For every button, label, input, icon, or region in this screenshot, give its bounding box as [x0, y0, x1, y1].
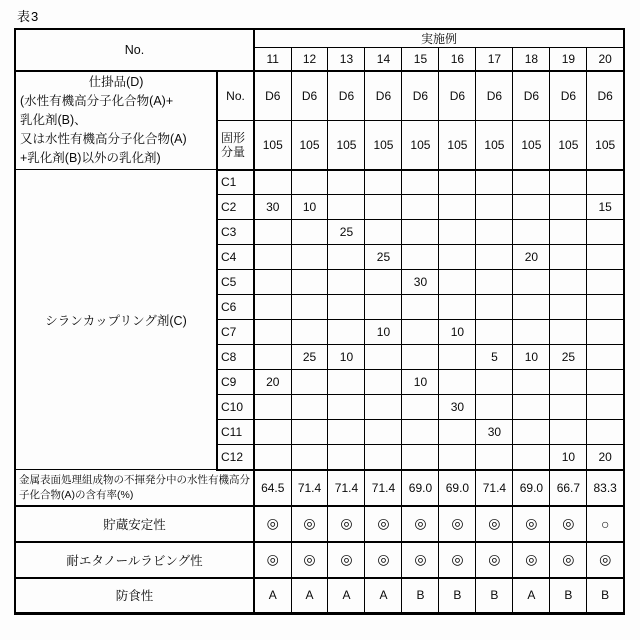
value-cell [365, 370, 402, 395]
value-cell [513, 445, 550, 470]
row-sublabel: C11 [217, 420, 254, 445]
summary-row-label: 防食性 [15, 578, 254, 614]
value-cell [587, 245, 624, 270]
value-cell [254, 170, 291, 195]
value-cell: ◎ [328, 542, 365, 578]
example-number-cell: 20 [587, 48, 624, 72]
value-cell: 10 [328, 345, 365, 370]
value-cell: B [402, 578, 439, 614]
value-cell [587, 170, 624, 195]
example-number-cell: 16 [439, 48, 476, 72]
value-cell: 69.0 [402, 470, 439, 506]
workpiece-row [15, 71, 624, 120]
value-cell [254, 420, 291, 445]
group-header-row [15, 29, 624, 48]
value-cell [365, 345, 402, 370]
value-cell [587, 295, 624, 320]
workpiece-label-line: 乳化剤(B)、 [20, 113, 87, 127]
value-cell: 25 [550, 345, 587, 370]
value-cell: ◎ [439, 542, 476, 578]
row-sublabel: C6 [217, 295, 254, 320]
value-cell: 105 [291, 120, 328, 169]
value-cell: 105 [550, 120, 587, 169]
value-cell [365, 420, 402, 445]
value-cell [291, 420, 328, 445]
value-cell [328, 370, 365, 395]
value-cell [328, 195, 365, 220]
value-cell: 105 [513, 120, 550, 169]
value-cell [291, 395, 328, 420]
value-cell [587, 420, 624, 445]
value-cell [254, 245, 291, 270]
value-cell: 10 [291, 195, 328, 220]
value-cell: ◎ [328, 506, 365, 542]
example-number-cell: 11 [254, 48, 291, 72]
value-cell: 10 [550, 445, 587, 470]
value-cell [476, 445, 513, 470]
example-number-cell: 13 [328, 48, 365, 72]
value-cell: D6 [513, 71, 550, 120]
value-cell [402, 345, 439, 370]
value-cell: 30 [254, 195, 291, 220]
value-cell [513, 220, 550, 245]
value-cell [513, 420, 550, 445]
value-cell [513, 395, 550, 420]
row-sublabel: C10 [217, 395, 254, 420]
value-cell: D6 [402, 71, 439, 120]
value-cell [365, 295, 402, 320]
value-cell: D6 [550, 71, 587, 120]
example-number-cell: 12 [291, 48, 328, 72]
value-cell: 30 [439, 395, 476, 420]
value-cell [550, 195, 587, 220]
value-cell [587, 370, 624, 395]
value-cell: 105 [402, 120, 439, 169]
table-title: 表3 [17, 9, 40, 24]
value-cell: 83.3 [587, 470, 624, 506]
value-cell [439, 245, 476, 270]
workpiece-label-line: 仕掛品(D) [88, 75, 144, 89]
workpiece-label [15, 71, 217, 170]
value-cell: 71.4 [291, 470, 328, 506]
value-cell: 5 [476, 345, 513, 370]
value-cell: 69.0 [513, 470, 550, 506]
value-cell: ◎ [365, 542, 402, 578]
value-cell [402, 395, 439, 420]
value-cell [291, 220, 328, 245]
value-cell [550, 295, 587, 320]
value-cell [550, 245, 587, 270]
value-cell [439, 195, 476, 220]
value-cell: 66.7 [550, 470, 587, 506]
value-cell [328, 295, 365, 320]
value-cell [587, 320, 624, 345]
value-cell [402, 245, 439, 270]
value-cell: 15 [587, 195, 624, 220]
example-number-cell: 19 [550, 48, 587, 72]
value-cell: 69.0 [439, 470, 476, 506]
value-cell [402, 195, 439, 220]
value-cell [476, 395, 513, 420]
row-sublabel: C2 [217, 195, 254, 220]
value-cell [402, 170, 439, 195]
value-cell [254, 345, 291, 370]
value-cell: 20 [513, 245, 550, 270]
value-cell [402, 445, 439, 470]
value-cell: D6 [439, 71, 476, 120]
row-sublabel: C12 [217, 445, 254, 470]
value-cell: A [291, 578, 328, 614]
value-cell [328, 245, 365, 270]
row-sublabel: C8 [217, 345, 254, 370]
value-cell [365, 270, 402, 295]
value-cell [439, 220, 476, 245]
value-cell [587, 270, 624, 295]
value-cell: 71.4 [328, 470, 365, 506]
value-cell [291, 320, 328, 345]
value-cell [439, 295, 476, 320]
value-cell: 64.5 [254, 470, 291, 506]
value-cell [439, 370, 476, 395]
value-cell [328, 170, 365, 195]
value-cell [476, 320, 513, 345]
value-cell [365, 170, 402, 195]
value-cell [402, 295, 439, 320]
value-cell: 105 [587, 120, 624, 169]
value-cell [254, 445, 291, 470]
value-cell: D6 [587, 71, 624, 120]
value-cell [550, 220, 587, 245]
example-number-cell: 15 [402, 48, 439, 72]
value-cell: 10 [513, 345, 550, 370]
value-cell [476, 170, 513, 195]
silane-row [15, 170, 624, 195]
value-cell: A [513, 578, 550, 614]
value-cell [254, 395, 291, 420]
value-cell: ◎ [550, 506, 587, 542]
value-cell [587, 220, 624, 245]
value-cell [476, 295, 513, 320]
value-cell: B [587, 578, 624, 614]
value-cell [587, 395, 624, 420]
example-number-cell: 18 [513, 48, 550, 72]
example-number-cell: 17 [476, 48, 513, 72]
row-sublabel: C4 [217, 245, 254, 270]
value-cell: ◎ [439, 506, 476, 542]
value-cell: ◎ [476, 506, 513, 542]
value-cell [365, 195, 402, 220]
value-cell: 105 [365, 120, 402, 169]
value-cell: 30 [476, 420, 513, 445]
value-cell: D6 [291, 71, 328, 120]
value-cell: ◎ [254, 542, 291, 578]
value-cell: 25 [328, 220, 365, 245]
value-cell: B [476, 578, 513, 614]
value-cell [291, 245, 328, 270]
value-cell [513, 270, 550, 295]
value-cell [291, 370, 328, 395]
value-cell: ◎ [550, 542, 587, 578]
value-cell [328, 320, 365, 345]
workpiece-label-line: 又は水性有機高分子化合物(A) [20, 132, 187, 146]
value-cell: B [439, 578, 476, 614]
summary-row-label: 金属表面処理組成物の不揮発分中の水性有機高分子化合物(A)の含有率(%) [15, 470, 254, 506]
value-cell: 105 [254, 120, 291, 169]
value-cell [439, 170, 476, 195]
value-cell: 10 [439, 320, 476, 345]
value-cell: 25 [291, 345, 328, 370]
value-cell [513, 195, 550, 220]
value-cell: ◎ [513, 506, 550, 542]
value-cell: D6 [365, 71, 402, 120]
value-cell [513, 170, 550, 195]
value-cell: A [365, 578, 402, 614]
value-cell [365, 445, 402, 470]
summary-row-label: 耐エタノールラビング性 [15, 542, 254, 578]
results-table [14, 28, 625, 615]
value-cell [328, 395, 365, 420]
value-cell: B [550, 578, 587, 614]
value-cell [587, 345, 624, 370]
value-cell [550, 270, 587, 295]
value-cell: A [254, 578, 291, 614]
value-cell [365, 220, 402, 245]
value-cell: ◎ [402, 542, 439, 578]
value-cell: 10 [365, 320, 402, 345]
value-cell: ◎ [291, 506, 328, 542]
value-cell [550, 395, 587, 420]
value-cell [402, 320, 439, 345]
value-cell [513, 320, 550, 345]
row-sublabel: C9 [217, 370, 254, 395]
value-cell: ◎ [254, 506, 291, 542]
value-cell [254, 320, 291, 345]
value-cell [513, 295, 550, 320]
value-cell [439, 420, 476, 445]
value-cell: D6 [476, 71, 513, 120]
example-number-cell: 14 [365, 48, 402, 72]
value-cell [476, 195, 513, 220]
summary-row [15, 578, 624, 614]
value-cell [291, 170, 328, 195]
row-sublabel: 固形分量 [217, 120, 254, 169]
row-sublabel: No. [217, 71, 254, 120]
value-cell: ◎ [513, 542, 550, 578]
workpiece-label-line: +乳化剤(B)以外の乳化剤) [20, 151, 161, 165]
summary-row [15, 506, 624, 542]
value-cell [476, 220, 513, 245]
workpiece-label-line: (水性有機高分子化合物(A)+ [20, 94, 174, 108]
value-cell [254, 295, 291, 320]
value-cell [328, 420, 365, 445]
no-corner-header: No. [15, 29, 254, 71]
value-cell [291, 445, 328, 470]
value-cell [291, 295, 328, 320]
value-cell: 20 [254, 370, 291, 395]
value-cell [254, 220, 291, 245]
value-cell [513, 370, 550, 395]
value-cell: D6 [254, 71, 291, 120]
row-sublabel: C7 [217, 320, 254, 345]
row-sublabel: C3 [217, 220, 254, 245]
value-cell: ◎ [291, 542, 328, 578]
value-cell [439, 445, 476, 470]
row-sublabel: C5 [217, 270, 254, 295]
value-cell: ◎ [476, 542, 513, 578]
value-cell [402, 420, 439, 445]
value-cell: 25 [365, 245, 402, 270]
value-cell [291, 270, 328, 295]
row-sublabel: C1 [217, 170, 254, 195]
value-cell: 30 [402, 270, 439, 295]
value-cell [476, 245, 513, 270]
value-cell: 105 [476, 120, 513, 169]
value-cell: ◎ [402, 506, 439, 542]
value-cell: A [328, 578, 365, 614]
value-cell [328, 270, 365, 295]
silane-section-label: シランカップリング剤(C) [15, 170, 217, 470]
value-cell [402, 220, 439, 245]
value-cell [365, 395, 402, 420]
summary-row [15, 542, 624, 578]
value-cell [476, 370, 513, 395]
value-cell: 10 [402, 370, 439, 395]
summary-row-label: 貯蔵安定性 [15, 506, 254, 542]
value-cell: ○ [587, 506, 624, 542]
value-cell [439, 270, 476, 295]
value-cell [328, 445, 365, 470]
value-cell: 71.4 [365, 470, 402, 506]
value-cell [550, 370, 587, 395]
value-cell [439, 345, 476, 370]
value-cell [476, 270, 513, 295]
value-cell: ◎ [587, 542, 624, 578]
value-cell: D6 [328, 71, 365, 120]
value-cell: 71.4 [476, 470, 513, 506]
value-cell [550, 420, 587, 445]
value-cell [254, 270, 291, 295]
value-cell: 20 [587, 445, 624, 470]
example-group-header: 実施例 [254, 29, 624, 48]
value-cell: 105 [439, 120, 476, 169]
value-cell [550, 320, 587, 345]
summary-row [15, 470, 624, 506]
value-cell: ◎ [365, 506, 402, 542]
value-cell: 105 [328, 120, 365, 169]
value-cell [550, 170, 587, 195]
